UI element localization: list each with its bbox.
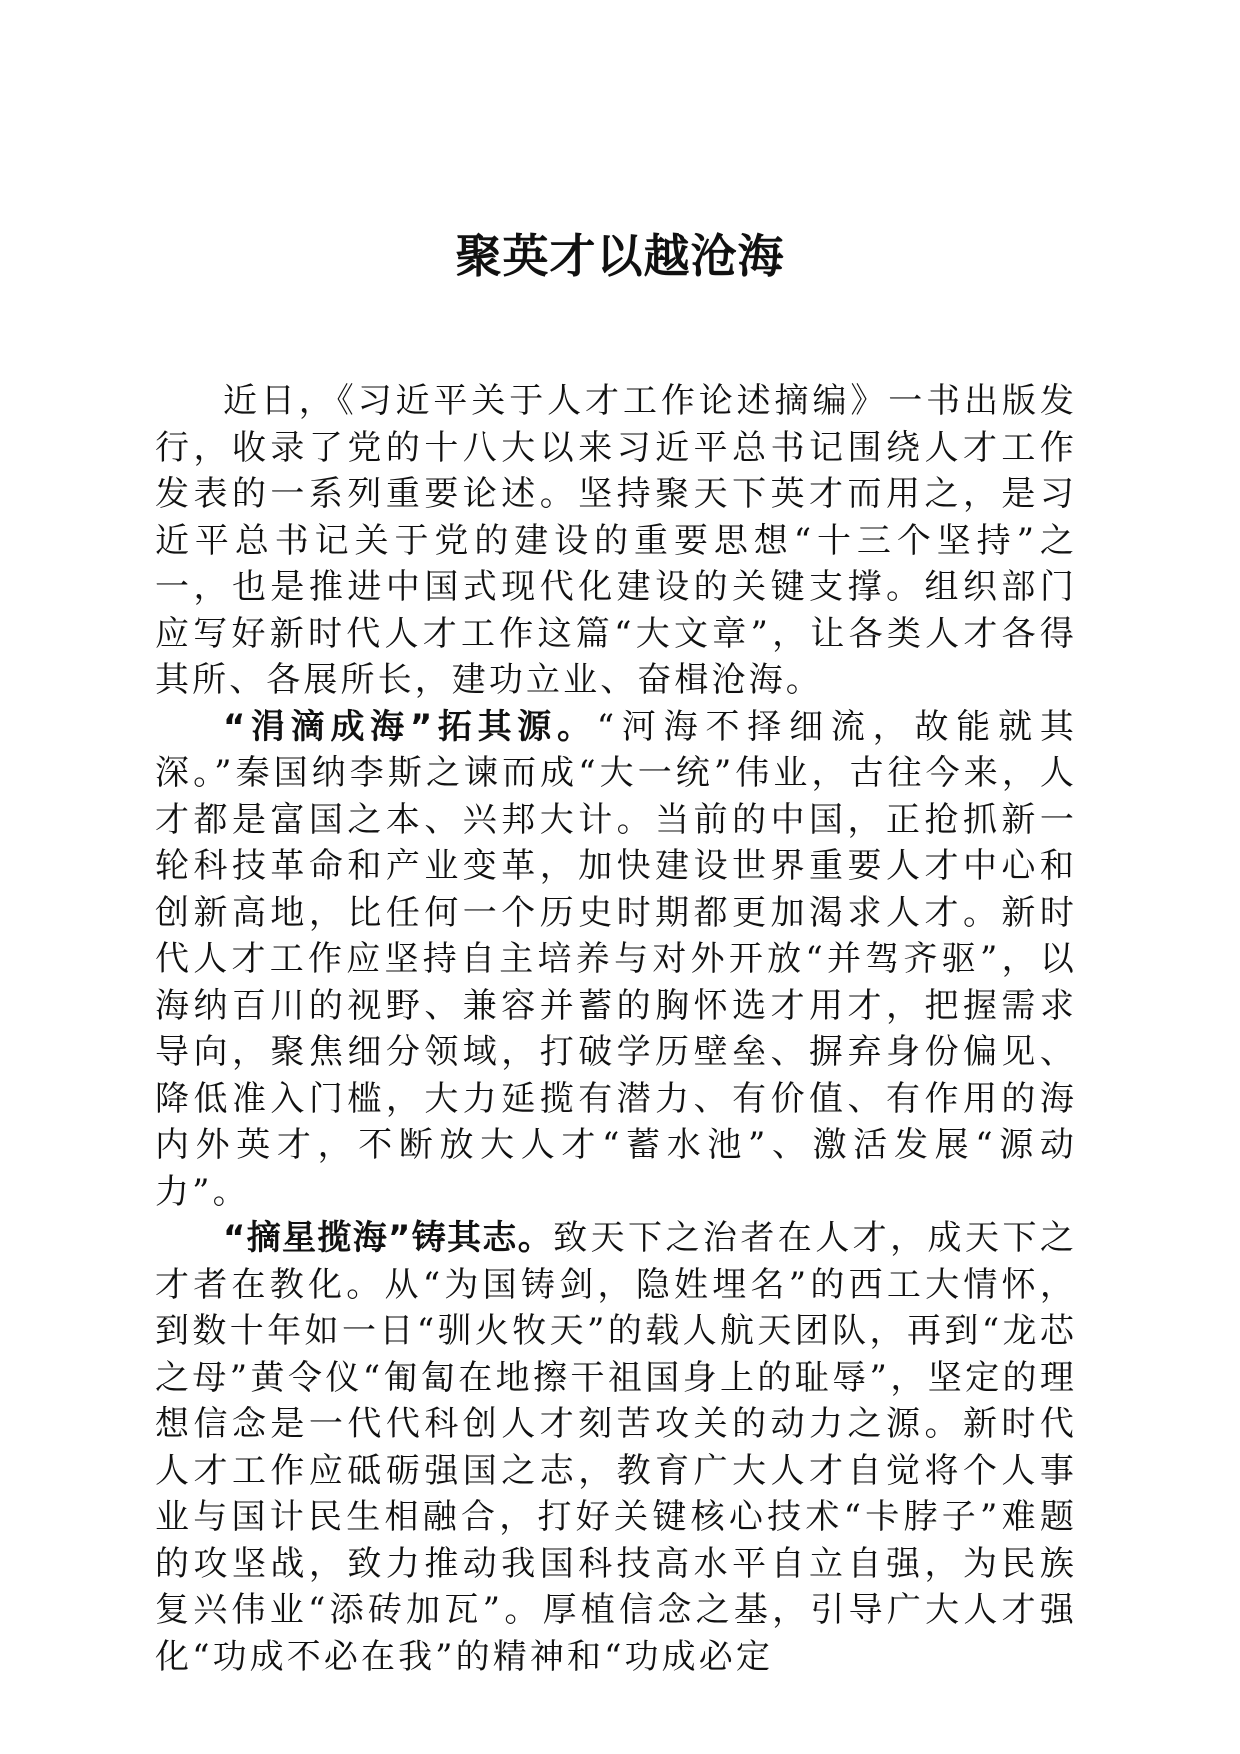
paragraph-text: “河海不择细流，故能就其深。”秦国纳李斯之谏而成“大一统”伟业，古往今来，人才都是富国之本、兴邦大计。当前的中国，正抢抓新一轮科技革命和产业变革，加快建设世界重要人才中心和创新高地，比任何一个历史时期都更加渴求人才。新时代人才工作应坚持自主培养与对外开放“并驾齐驱”，以海纳百川的视野、兼容并蓄的胸怀选才用才，把握需求导向，聚焦细分领域，打破学历壁垒、摒弃身份偏见、降低准入门槛，大力延揽有潜力、有价值、有作用的海内外英才，不断放大人才“蓄水池”、激活发展“源动力”。 bbox=[155, 706, 1077, 1212]
paragraph-source bbox=[155, 704, 1077, 1216]
article-body bbox=[155, 378, 1077, 1680]
paragraph-text: 致天下之治者在人才，成天下之才者在教化。从“为国铸剑，隐姓埋名”的西工大情怀，到数十年如一日“驯火牧天”的载人航天团队，再到“龙芯之母”黄令仪“匍匐在地擦干祖国身上的耻辱”，坚定的理想信念是一代代科创人才刻苦攻关的动力之源。新时代人才工作应砥砺强国之志，教育广大人才自觉将个人事业与国计民生相融合，打好关键核心技术“卡脖子”难题的攻坚战，致力推动我国科技高水平自立自强，为民族复兴伟业“添砖加瓦”。厚植信念之基，引导广大人才强化“功成不必在我”的精神和“功成必定 bbox=[155, 1218, 1077, 1677]
paragraph-intro bbox=[155, 378, 1077, 704]
paragraph-lead: “摘星揽海”铸其志。 bbox=[223, 1218, 554, 1258]
paragraph-ambition bbox=[155, 1215, 1077, 1680]
paragraph-lead: “涓滴成海”拓其源。 bbox=[223, 706, 597, 747]
paragraph-text: 近日，《习近平关于人才工作论述摘编》一书出版发行，收录了党的十八大以来习近平总书记围绕人才工作发表的一系列重要论述。坚持聚天下英才而用之，是习近平总书记关于党的建设的重要思想“十三个坚持”之一，也是推进中国式现代化建设的关键支撑。组织部门应写好新时代人才工作这篇“大文章”，让各类人才各得其所、各展所长，建功立业、奋楫沧海。 bbox=[155, 381, 1077, 700]
article-title: 聚英才以越沧海 bbox=[455, 229, 785, 283]
